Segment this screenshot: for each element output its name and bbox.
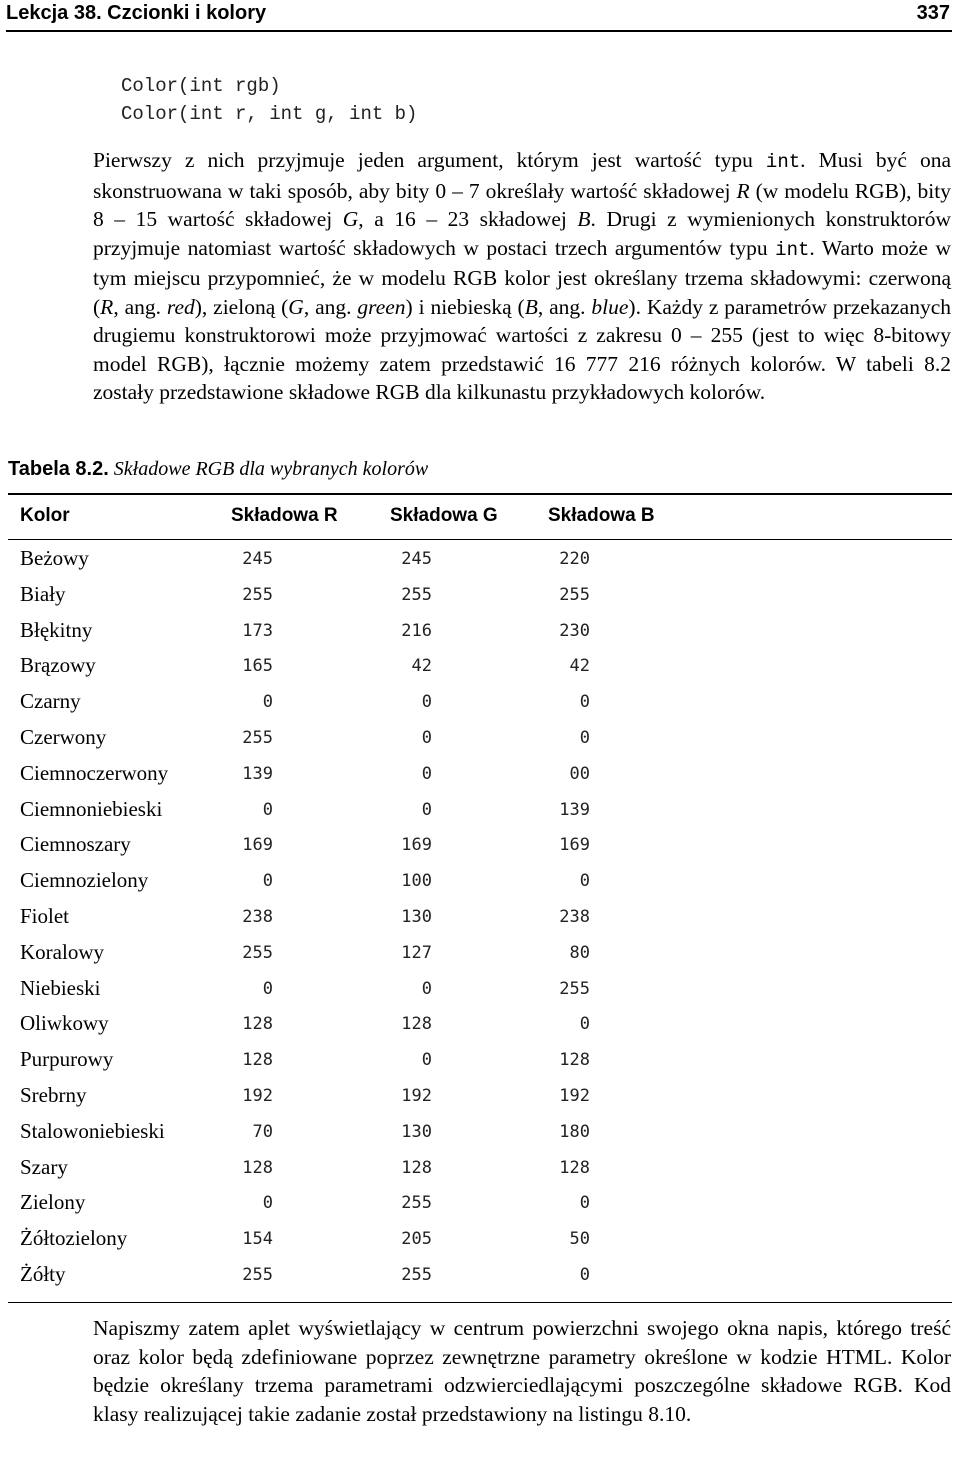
- g-value-cell: 100: [401, 871, 432, 892]
- g-value-cell: 0: [421, 692, 432, 713]
- b-value-cell: 128: [559, 1157, 590, 1178]
- r-value-cell: 0: [262, 1193, 273, 1214]
- r-value-cell: 128: [242, 1014, 273, 1035]
- color-name-cell: Szary: [20, 1154, 68, 1179]
- table-row: [8, 1220, 952, 1256]
- table-row: [8, 826, 952, 862]
- body-paragraph: [93, 146, 951, 407]
- running-header: [6, 0, 952, 32]
- b-value-cell: 220: [559, 549, 590, 569]
- text-run: ) i niebieską (: [405, 294, 525, 319]
- r-value-cell: 245: [242, 549, 273, 569]
- italic-term: blue: [591, 294, 629, 319]
- g-value-cell: 0: [421, 763, 432, 784]
- italic-term: green: [357, 294, 406, 319]
- text-run: . Drugi z wymienionych konstruktorów przyjmuje natomiast wartość składowych w postaci trzech argumentów typu: [93, 207, 951, 260]
- g-value-cell: 0: [421, 978, 432, 999]
- g-value-cell: 0: [421, 1050, 432, 1071]
- color-name-cell: Beżowy: [20, 546, 89, 570]
- table-row: [8, 1256, 952, 1292]
- color-name-cell: Ciemnoszary: [20, 832, 131, 857]
- text-run: , a 16 – 23 składowej: [358, 207, 578, 231]
- table-row: [8, 719, 952, 755]
- inline-code: int: [775, 238, 810, 261]
- table-caption: [8, 458, 428, 481]
- italic-term: red: [166, 294, 195, 319]
- table-row: [8, 1149, 952, 1185]
- table-row: [8, 647, 952, 683]
- code-line: Color(int rgb): [121, 75, 281, 97]
- chapter-title: Lekcja 38. Czcionki i kolory: [6, 2, 267, 24]
- r-value-cell: 192: [242, 1085, 273, 1106]
- r-value-cell: 128: [242, 1050, 273, 1071]
- table-body: [8, 540, 952, 1292]
- b-value-cell: 50: [569, 1229, 590, 1250]
- b-value-cell: 255: [559, 978, 590, 999]
- color-name-cell: Purpurowy: [20, 1047, 114, 1072]
- color-name-cell: Koralowy: [20, 939, 104, 964]
- g-value-cell: 130: [401, 1121, 432, 1142]
- b-value-cell: 139: [559, 799, 590, 820]
- r-value-cell: 165: [242, 656, 273, 677]
- header-cell-b: Składowa B: [548, 505, 655, 526]
- b-value-cell: 0: [579, 1264, 590, 1285]
- b-value-cell: 0: [579, 727, 590, 748]
- r-value-cell: 154: [242, 1229, 273, 1250]
- table-row: [8, 612, 952, 648]
- g-value-cell: 0: [421, 727, 432, 748]
- color-name-cell: Czarny: [20, 689, 81, 714]
- g-value-cell: 216: [401, 620, 432, 641]
- g-value-cell: 0: [421, 799, 432, 820]
- color-name-cell: Srebrny: [20, 1082, 87, 1107]
- b-value-cell: 00: [569, 763, 590, 784]
- text-run: ). Każdy z parametrów przekazanych drugiemu konstruktorowi może przyjmować wartości z zakresu 0 – 255 (jest to więc 8-bitowy model RGB), łącznie możemy zatem przedstawić 16 777 216 różnych kolorów. W tabeli 8.2 zostały przedstawione składowe RGB dla kilkunastu przykładowych kolorów.: [93, 294, 951, 404]
- r-value-cell: 0: [262, 978, 273, 999]
- table-header-row: [8, 495, 952, 540]
- text-run: ), zieloną (: [194, 294, 289, 319]
- b-value-cell: 0: [579, 871, 590, 892]
- g-value-cell: 128: [401, 1157, 432, 1178]
- g-value-cell: 42: [411, 656, 432, 677]
- rgb-table: [8, 493, 952, 1303]
- table-row: [8, 755, 952, 791]
- table-row: [8, 683, 952, 719]
- table-row: [8, 791, 952, 827]
- r-value-cell: 173: [242, 620, 273, 641]
- table-row: [8, 970, 952, 1006]
- table-caption-label: Tabela 8.2.: [8, 458, 109, 480]
- table-row: [8, 576, 952, 612]
- color-name-cell: Żółtozielony: [20, 1226, 128, 1251]
- code-line: Color(int r, int g, int b): [121, 103, 418, 125]
- color-name-cell: Żółty: [20, 1261, 66, 1286]
- b-value-cell: 238: [559, 906, 590, 927]
- color-name-cell: Fiolet: [20, 903, 70, 928]
- table-row: [8, 1005, 952, 1041]
- color-name-cell: Ciemnoniebieski: [20, 796, 163, 821]
- b-value-cell: 42: [569, 656, 590, 677]
- header-cell-g: Składowa G: [390, 505, 498, 526]
- b-value-cell: 192: [559, 1085, 590, 1106]
- table-row: [8, 862, 952, 898]
- code-block: [121, 72, 417, 128]
- text-run: . Warto może w tym miejscu przypomnieć, że w modelu RGB kolor jest określany trzema składowymi: czerwoną (: [93, 235, 951, 319]
- color-name-cell: Brązowy: [20, 653, 96, 678]
- italic-term: B: [524, 294, 538, 319]
- header-cell-r: Składowa R: [231, 505, 338, 526]
- r-value-cell: 0: [262, 799, 273, 820]
- italic-term: R: [736, 178, 750, 203]
- italic-term: B: [577, 207, 591, 231]
- g-value-cell: 127: [401, 942, 432, 963]
- r-value-cell: 70: [252, 1121, 273, 1142]
- text-run: , ang.: [303, 294, 358, 319]
- text-run: , ang.: [537, 294, 592, 319]
- color-name-cell: Biały: [20, 581, 66, 606]
- r-value-cell: 255: [242, 584, 273, 605]
- color-name-cell: Ciemnoczerwony: [20, 760, 169, 785]
- b-value-cell: 0: [579, 1193, 590, 1214]
- g-value-cell: 128: [401, 1014, 432, 1035]
- text-run: (w modelu RGB), bity 8 – 15 wartość składowej: [93, 178, 951, 231]
- page-number: 337: [916, 2, 950, 24]
- r-value-cell: 128: [242, 1157, 273, 1178]
- table-row: [8, 1184, 952, 1220]
- g-value-cell: 130: [401, 906, 432, 927]
- color-name-cell: Niebieski: [20, 975, 101, 1000]
- r-value-cell: 0: [262, 692, 273, 713]
- b-value-cell: 80: [569, 942, 590, 963]
- g-value-cell: 169: [401, 835, 432, 856]
- g-value-cell: 245: [401, 549, 432, 569]
- table-row: [8, 934, 952, 970]
- r-value-cell: 255: [242, 942, 273, 963]
- b-value-cell: 169: [559, 835, 590, 856]
- r-value-cell: 0: [262, 871, 273, 892]
- r-value-cell: 169: [242, 835, 273, 856]
- table-row: [8, 540, 952, 576]
- inline-code: int: [765, 151, 801, 173]
- color-name-cell: Błękitny: [20, 617, 93, 642]
- table-row: [8, 898, 952, 934]
- g-value-cell: 192: [401, 1085, 432, 1106]
- color-name-cell: Oliwkowy: [20, 1011, 109, 1036]
- color-name-cell: Czerwony: [20, 724, 107, 749]
- color-name-cell: Zielony: [20, 1190, 86, 1215]
- table-row: [8, 1113, 952, 1149]
- b-value-cell: 0: [579, 1014, 590, 1035]
- b-value-cell: 0: [579, 692, 590, 713]
- text-run: , ang.: [113, 294, 167, 319]
- text-run: Pierwszy z nich przyjmuje jeden argument, którym jest wartość typu: [93, 148, 766, 172]
- g-value-cell: 255: [401, 1193, 432, 1214]
- table-row: [8, 1077, 952, 1113]
- table-bottom-rule: [8, 1302, 952, 1303]
- r-value-cell: 255: [242, 727, 273, 748]
- g-value-cell: 205: [401, 1229, 432, 1250]
- body-paragraph: Napiszmy zatem aplet wyświetlający w centrum powierzchni swojego okna napis, którego treść oraz kolor będą zdefiniowane poprzez zewnętrzne parametry określone w kodzie HTML. Kolor będzie określany trzema parametrami odzwierciedlającymi poszczególne składowe RGB. Kod klasy realizującej takie zadanie został przedstawiony na listingu 8.10.: [93, 1316, 951, 1426]
- table-caption-text: Składowe RGB dla wybranych kolorów: [113, 458, 429, 480]
- r-value-cell: 139: [242, 763, 273, 784]
- r-value-cell: 238: [242, 906, 273, 927]
- header-cell-color: Kolor: [20, 505, 70, 526]
- color-name-cell: Ciemnozielony: [20, 868, 149, 893]
- b-value-cell: 180: [559, 1121, 590, 1142]
- g-value-cell: 255: [401, 584, 432, 605]
- b-value-cell: 255: [559, 584, 590, 605]
- italic-term: R: [100, 294, 114, 319]
- r-value-cell: 255: [242, 1264, 273, 1285]
- table-row: [8, 1041, 952, 1077]
- italic-term: G: [342, 207, 359, 231]
- b-value-cell: 128: [559, 1050, 590, 1071]
- b-value-cell: 230: [559, 620, 590, 641]
- italic-term: G: [288, 294, 304, 319]
- color-name-cell: Stalowoniebieski: [20, 1118, 165, 1143]
- text-run: . Musi być ona skonstruowana w taki sposób, aby bity 0 – 7 określały wartość składowej: [93, 148, 951, 203]
- g-value-cell: 255: [401, 1264, 432, 1285]
